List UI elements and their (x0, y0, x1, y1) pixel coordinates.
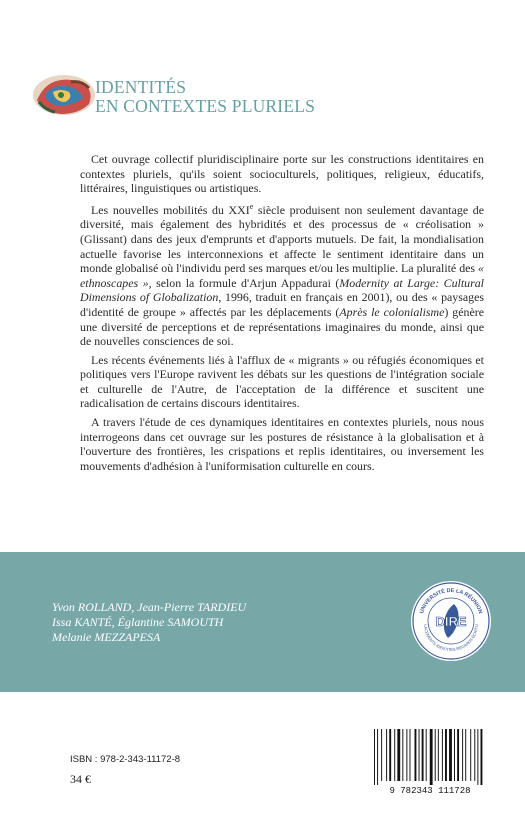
barcode-bar (386, 729, 387, 781)
barcode-bar (454, 729, 455, 781)
paragraph-2-text: Les nouvelles mobilités du XXI (91, 202, 250, 217)
paragraph-2 (80, 200, 484, 349)
barcode-bar (377, 729, 378, 785)
barcode (366, 727, 494, 795)
series-logo-image (31, 72, 97, 118)
paragraph-3: Les récents événements liés à l'afflux de « migrants » ou réfugiés économiques et politiques vers l'Europe ravivent les débats sur les questions de l'intégration sociale et culturelle de l'Autre, de l'acceptation de la différence et suscitent une radicalisation de certains discours identitaires. (80, 352, 484, 411)
author-line: Yvon ROLLAND, Jean-Pierre TARDIEU (52, 600, 247, 614)
book-reference-title: Après le colonialisme (339, 304, 445, 319)
barcode-bar (438, 729, 439, 781)
barcode-bar (374, 729, 375, 785)
barcode-bar (419, 729, 420, 781)
ethnoscapes-term: « ethnoscapes » (80, 261, 484, 290)
price-text: 34 € (70, 772, 91, 786)
barcode-bar (402, 729, 403, 781)
barcode-bar (449, 729, 452, 781)
barcode-bar (426, 729, 427, 781)
barcode-bar (422, 729, 424, 781)
barcode-bar (435, 729, 436, 781)
barcode-bar (389, 729, 391, 781)
barcode-bar (430, 729, 433, 785)
paragraph-2-text: , 1996, traduit en français en 2001), ou des « paysages d'identité de groupe » affectés par les déplacements ( (80, 290, 485, 319)
back-cover-blurb (80, 152, 484, 477)
barcode-bar (442, 729, 443, 781)
barcode-bar (481, 729, 483, 785)
barcode-bar (406, 729, 407, 781)
title-line-2: EN CONTEXTES PLURIELS (95, 96, 316, 116)
barcode-bar (457, 729, 459, 781)
barcode-bar (470, 729, 471, 781)
barcode-bar (381, 729, 382, 781)
paragraph-4: A travers l'étude de ces dynamiques identitaires en contextes pluriels, nous nous interrogeons dans cet ouvrage sur les postures de résistance à la globalisation et à l'ouverture des frontières, les crispations et replis identitaires, ou inversement les mouvements d'adhésion à l'uniformisation culturelle en cours. (80, 415, 484, 473)
barcode-bar (465, 729, 466, 781)
barcode-bar (397, 729, 400, 781)
barcode-digits: 9 782343 111728 (389, 786, 471, 795)
barcode-bar (477, 729, 478, 785)
barcode-bar (474, 729, 475, 781)
paragraph-2-text: , selon la formule d'Arjun Appadurai ( (148, 275, 340, 290)
century-superscript: e (249, 201, 254, 211)
stamp-acronym: DIRE (435, 614, 467, 629)
dire-research-stamp (410, 580, 492, 662)
barcode-bar (445, 729, 447, 781)
barcode-bar (394, 729, 395, 781)
paragraph-2-text: siècle produisent non seulement davantage de diversité, mais également des hybridités et des processus de « créolisation » (Glissant) dans des jeux d'emprunts et d'apports mutuels. De fait, la mondialisation actuelle favorise les interconnexions et affecte le sentiment identitaire dans un monde globalisé où l'individu perd ses marques et/ou les multiplie. La pluralité des (80, 202, 484, 276)
barcode-bar (415, 729, 417, 781)
barcode-bar (410, 729, 411, 781)
author-line: Melanie MEZZAPESA (52, 630, 161, 644)
barcode-bar (462, 729, 463, 781)
author-list (52, 600, 246, 645)
author-line: Issa KANTÉ, Églantine SAMOUTH (52, 615, 224, 629)
isbn-text: ISBN : 978-2-343-11172-8 (70, 754, 181, 765)
book-title (95, 78, 315, 116)
paragraph-1: Cet ouvrage collectif pluridisciplinaire porte sur les constructions identitaires en contextes pluriels, qu'ils soient socioculturels, politiques, religieux, éducatifs, littéraires, linguistiques ou artistiques. (80, 152, 484, 196)
book-reference-title: Modernity at Large: Cultural Dimensions of Globalization (80, 275, 484, 305)
stamp-ring-text-top: UNIVERSITÉ DE LA RÉUNION (419, 587, 483, 615)
stamp-ring-text-bottom: LACEMENTS IDENTITÉS REGARDS ÉCRITU (422, 624, 480, 653)
title-line-1: IDENTITÉS (95, 77, 187, 97)
paragraph-2-text: ) génère une diversité de perceptions et de représentations imaginaires du monde, ainsi que de nouvelles consciences de soi. (80, 304, 484, 349)
